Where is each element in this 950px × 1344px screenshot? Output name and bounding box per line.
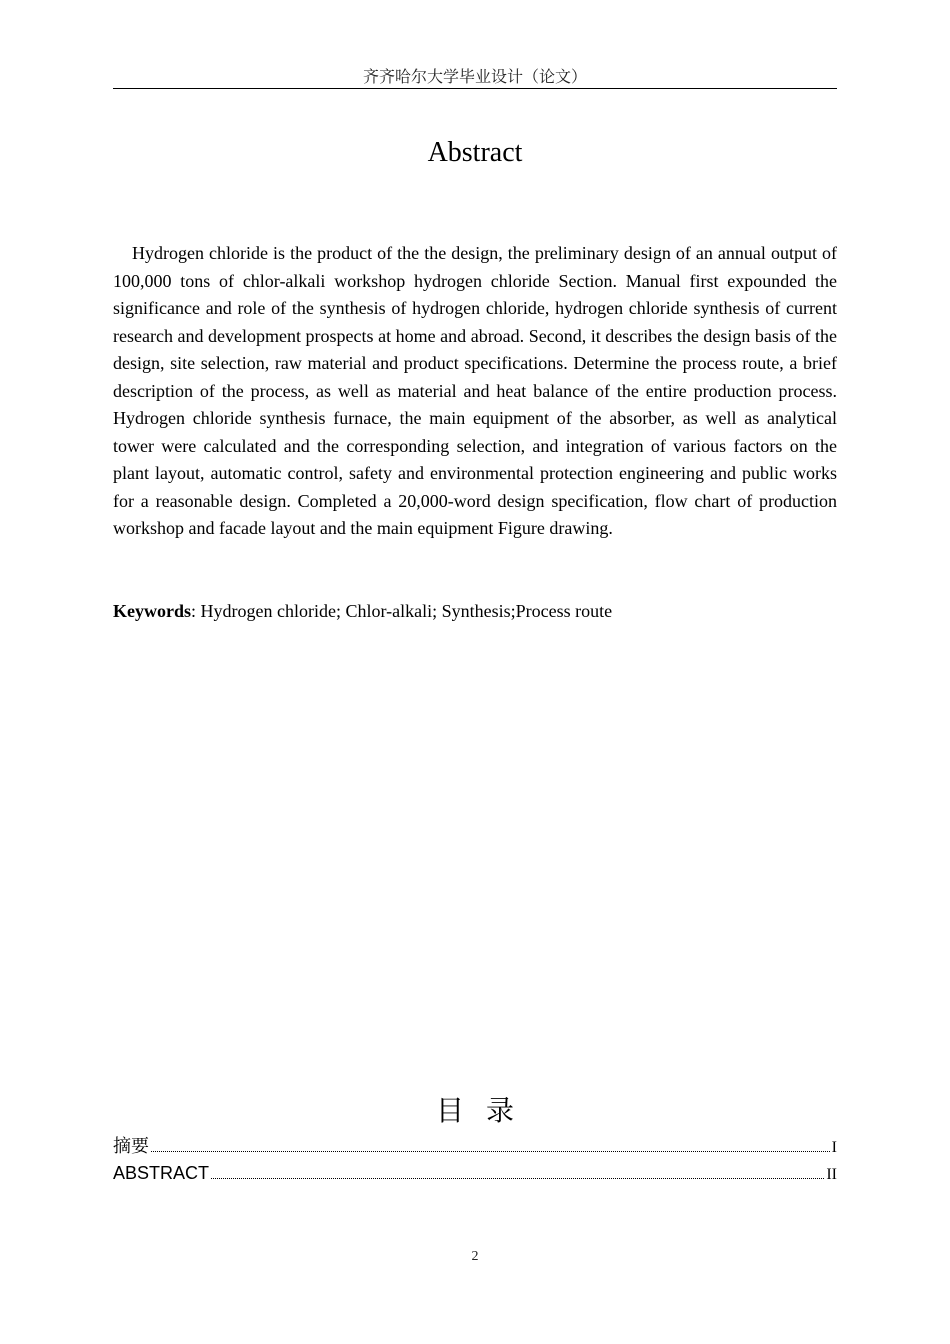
keywords-separator: : <box>191 601 201 621</box>
keywords-label: Keywords <box>113 601 191 621</box>
running-header: 齐齐哈尔大学毕业设计（论文） <box>362 67 587 86</box>
toc-entry-abstract[interactable] <box>113 1160 837 1187</box>
abstract-title: Abstract <box>427 137 523 168</box>
toc-entry-label: 摘要 <box>113 1136 149 1157</box>
keywords-line <box>113 598 837 625</box>
toc-dot-leader <box>151 1151 830 1152</box>
toc-dot-leader <box>211 1178 824 1179</box>
page-number: 2 <box>471 1249 479 1264</box>
toc-entry-zhaiyao[interactable] <box>113 1133 837 1160</box>
toc-entry-label: ABSTRACT <box>113 1163 210 1183</box>
toc-entry-page: I <box>831 1139 837 1156</box>
abstract-body: Hydrogen chloride is the product of the the design, the preliminary design of an annual output of 100,000 tons of chlor-alkali workshop hydrogen chloride Section. Manual first expounded the significance and role of the synthesis of hydrogen chloride, hydrogen chloride synthesis of current research and development prospects at home and abroad. Second, it describes the design basis of the design, site selection, raw material and product specifications. Determine the process route, a brief description of the process, as well as material and heat balance of the entire production process. Hydrogen chloride synthesis furnace, the main equipment of the absorber, as well as analytical tower were calculated and the corresponding selection, and integration of various factors on the plant layout, automatic control, safety and environmental protection engineering and public works for a reasonable design. Completed a 20,000-word design specification, flow chart of production workshop and facade layout and the main equipment Figure drawing. <box>113 243 837 538</box>
toc-entry-page: II <box>826 1166 837 1183</box>
header-rule <box>113 88 837 89</box>
keywords-text: Hydrogen chloride; Chlor-alkali; Synthesis;Process route <box>200 601 613 621</box>
toc-title: 目录 <box>435 1094 536 1127</box>
toc-list <box>113 1133 837 1187</box>
